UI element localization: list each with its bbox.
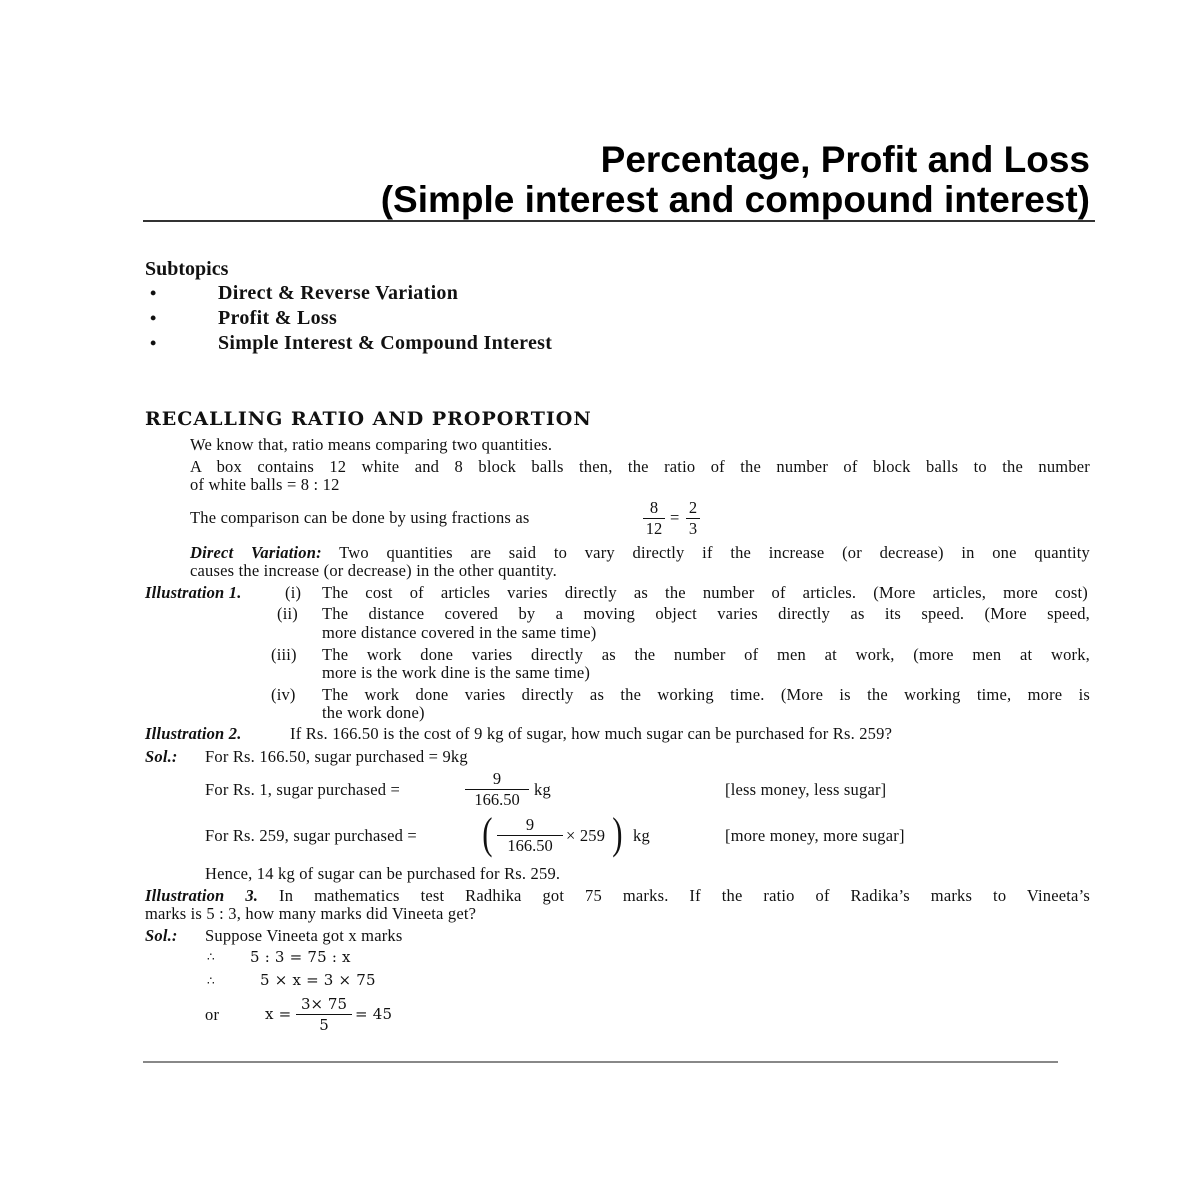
solution-step2: 5 : 3 = 75 : x bbox=[250, 948, 351, 966]
close-paren: ) bbox=[612, 809, 623, 858]
solution-step3-text: For Rs. 259, sugar purchased = bbox=[205, 826, 417, 845]
page-title-line1: Percentage, Profit and Loss bbox=[600, 139, 1090, 180]
step2-note: [less money, less sugar] bbox=[725, 780, 887, 799]
solution-step1: For Rs. 166.50, sugar purchased = 9kg bbox=[205, 747, 468, 766]
equals-sign: = bbox=[670, 508, 680, 527]
fraction-denominator: 166.50 bbox=[507, 836, 553, 855]
solution-label: Sol.: bbox=[145, 926, 178, 945]
footer-divider bbox=[143, 1061, 1058, 1063]
item-line1: The work done varies directly as the working time. (More is the working time, more is bbox=[322, 685, 1090, 704]
item-line1: The cost of articles varies directly as the number of articles. (More articles, more cost) bbox=[322, 583, 1088, 602]
fraction-9-166 bbox=[497, 816, 563, 855]
intro-text: We know that, ratio means comparing two quantities. bbox=[190, 435, 553, 454]
item-number: (i) bbox=[285, 583, 302, 602]
fraction-denominator: 166.50 bbox=[474, 790, 520, 809]
or-label: or bbox=[205, 1005, 220, 1024]
solution-conclusion: Hence, 14 kg of sugar can be purchased for Rs. 259. bbox=[205, 864, 561, 883]
step3-note: [more money, more sugar] bbox=[725, 826, 905, 845]
solution-step3: 5 × x = 3 × 75 bbox=[260, 971, 376, 989]
item-number: (ii) bbox=[277, 604, 298, 623]
step4-lhs: x = bbox=[265, 1005, 292, 1023]
box-text-line2: of white balls = 8 : 12 bbox=[190, 475, 340, 494]
fraction-bar bbox=[296, 1014, 352, 1015]
illustration3-question: In mathematics test Radhika got 75 marks. If the ratio of Radika’s marks to Vineeta’s bbox=[279, 886, 1090, 905]
box-text-line1: A box contains 12 white and 8 block balls then, the ratio of the number of block balls to the number bbox=[190, 457, 1090, 476]
subtopics-heading: Subtopics bbox=[145, 258, 229, 280]
item-line2: more is the work dine is the same time) bbox=[322, 663, 591, 682]
step4-rhs: = 45 bbox=[355, 1005, 393, 1023]
item-line2: the work done) bbox=[322, 703, 425, 722]
title-divider bbox=[143, 220, 1095, 222]
item-line1: The distance covered by a moving object varies directly as its speed. (More speed, bbox=[322, 604, 1090, 623]
illustration3-line2: marks is 5 : 3, how many marks did Vineeta get? bbox=[145, 904, 477, 923]
item-number: (iv) bbox=[271, 685, 296, 704]
illustration1-label: Illustration 1. bbox=[145, 583, 242, 602]
item-number: (iii) bbox=[271, 645, 297, 664]
page-title-line2: (Simple interest and compound interest) bbox=[380, 179, 1090, 220]
section-heading: RECALLING RATIO AND PROPORTION bbox=[145, 408, 592, 430]
fraction-numerator: 3× 75 bbox=[301, 995, 347, 1013]
subtopic-label: Direct & Reverse Variation bbox=[218, 282, 459, 304]
direct-variation-line2: causes the increase (or decrease) in the other quantity. bbox=[190, 561, 558, 580]
solution-label: Sol.: bbox=[145, 747, 178, 766]
bullet-icon: • bbox=[150, 308, 157, 328]
illustration3-line1 bbox=[145, 886, 1090, 906]
fraction-numerator: 8 bbox=[649, 498, 659, 517]
subtopic-label: Profit & Loss bbox=[218, 307, 338, 329]
direct-variation-text: Two quantities are said to vary directly if the increase (or decrease) in one quantity bbox=[339, 543, 1090, 562]
unit-kg: kg bbox=[534, 780, 551, 799]
illustration3-label: Illustration 3. bbox=[145, 886, 259, 905]
fraction-denominator: 5 bbox=[319, 1016, 329, 1034]
solution-step2-text: For Rs. 1, sugar purchased = bbox=[205, 780, 401, 799]
item-line1: The work done varies directly as the number of men at work, (more men at work, bbox=[322, 645, 1090, 664]
fraction-3x75-5 bbox=[296, 995, 352, 1034]
multiplier: × 259 bbox=[566, 826, 606, 845]
fraction-2-3 bbox=[686, 499, 700, 538]
item-line2: more distance covered in the same time) bbox=[322, 623, 597, 642]
illustration2-label: Illustration 2. bbox=[145, 724, 242, 743]
subtopic-label: Simple Interest & Compound Interest bbox=[218, 332, 553, 354]
direct-variation-line1 bbox=[190, 543, 1090, 563]
unit-kg: kg bbox=[633, 826, 650, 845]
fraction-numerator: 9 bbox=[492, 769, 502, 788]
fraction-denominator: 12 bbox=[645, 519, 663, 538]
solution-step1: Suppose Vineeta got x marks bbox=[205, 926, 403, 945]
fraction-9-166 bbox=[465, 770, 529, 809]
therefore-icon: ∴ bbox=[207, 974, 215, 988]
therefore-icon: ∴ bbox=[207, 950, 215, 964]
bullet-icon: • bbox=[150, 333, 157, 353]
direct-variation-label: Direct Variation: bbox=[190, 543, 322, 562]
fraction-numerator: 2 bbox=[688, 498, 698, 517]
fraction-denominator: 3 bbox=[688, 519, 698, 538]
bullet-icon: • bbox=[150, 283, 157, 303]
illustration2-question: If Rs. 166.50 is the cost of 9 kg of sugar, how much sugar can be purchased for Rs. 259? bbox=[290, 724, 893, 743]
comparison-text: The comparison can be done by using fractions as bbox=[190, 508, 530, 527]
fraction-8-12 bbox=[643, 499, 665, 538]
open-paren: ( bbox=[482, 809, 493, 858]
fraction-numerator: 9 bbox=[525, 815, 535, 834]
